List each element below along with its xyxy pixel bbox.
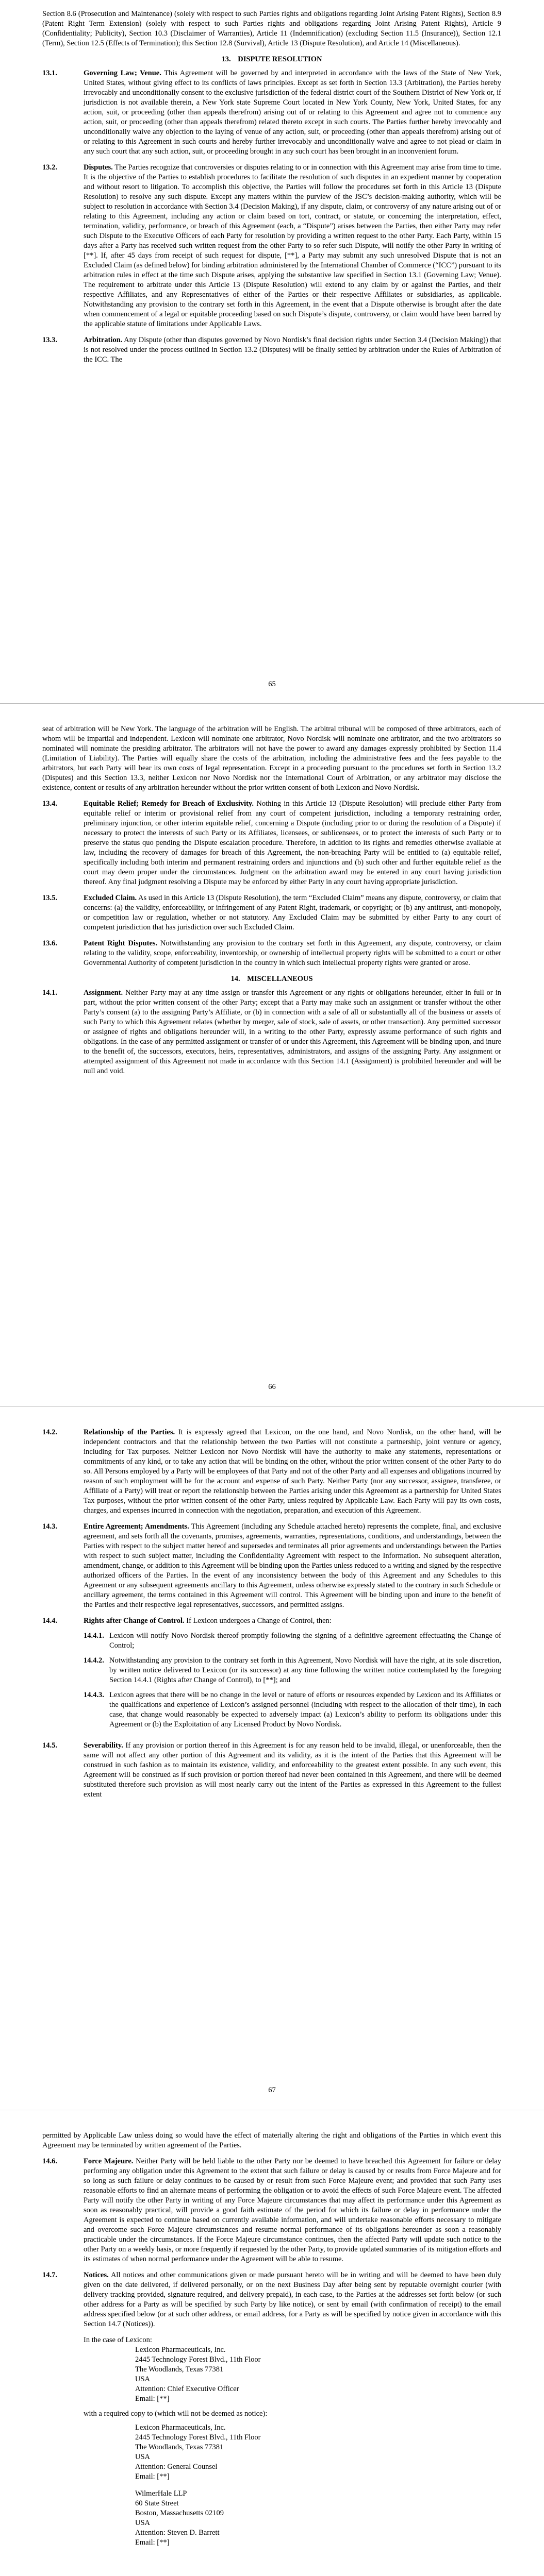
section-title: Rights after Change of Control.	[84, 1617, 185, 1625]
article-14-heading: 14. MISCELLANEOUS	[230, 975, 313, 983]
section-13-6: 13.6. Patent Right Disputes. Notwithstanding any provision to the contrary set forth in this Agreement, any dispute, controversy, or claim relating to the validity, scope, enforceability, inventorship, or ownership of intellectual property rights will be submitted to a court or other Governmental Authority of competent jurisdiction in the country in which such intellectual property rights were granted or arose.	[42, 939, 501, 967]
section-title: Equitable Relief; Remedy for Breach of Exclusivity.	[84, 800, 254, 808]
subsection-14-4-3: 14.4.3. Lexicon agrees that there will be no change in the level or nature of efforts or resources expended by Lexicon and its Affiliates or the qualifications and experience of Lexicon’s assigned personnel (including with respect to the allocation of their time), in each case, that change would reasonably be expected to adversely impact (a) Lexicon’s ability to perform its obligations under this Agreement or (b) the Exploitation of any Licensed Product by Novo Nordisk.	[84, 1691, 501, 1728]
section-title: Entire Agreement; Amendments.	[84, 1522, 189, 1531]
notice-copy: with a required copy to (which will not be deemed as notice): Lexicon Pharmaceuticals, Inc. 2445 Technology Forest Blvd., 11th Floor The Woodlands, Texas 77381 USA Attention: General Counsel Email: [**] WilmerHale LLP 60 State Street Boston, Massachusetts 02109 USA Attention: Steven D. Barrett Email: [**]	[84, 2409, 501, 2548]
section-14-1: 14.1. Assignment. Neither Party may at any time assign or transfer this Agreement or any rights or obligations hereunder, either in full or in part, without the prior written consent of the other Party; except that a Party may make such an assignment or transfer without the other Party’s consent (a) to the assigning Party’s Affiliate, or (b) in connection with a sale of all or substantially all of the business or assets of such Party to which this Agreement relates (whether by merger, sale of stock, sale of assets, or other transaction). Any permitted successor or assignee of rights and obligations hereunder will, in a writing to the other Party, expressly assume performance of such rights and obligations. In the case of any permitted assignment or transfer of or under this Agreement, this Agreement will be binding upon, and inure to the benefit of, the successors, executors, heirs, representatives, administrators, and assigns of the assigning Party. Any assignment or attempted assignment of this Agreement not made in accordance with this Section 14.1 (Assignment) is prohibited hereunder and will be null and void.	[42, 989, 501, 1075]
page-65	[0, 0, 544, 703]
continuation-paragraph: seat of arbitration will be New York. The language of the arbitration will be English. The arbitral tribunal will be composed of three arbitrators, each of whom will be impartial and independent. Lexicon will nominate one arbitrator, Novo Nordisk will nominate one arbitrator, and the two arbitrators so nominated will nominate the presiding arbitrator. The arbitrators will not have the power to award any damages expressly prohibited by Section 11.4 (Limitation of Liability). The Parties will equally share the costs of the arbitration, including the administrative fees and the fees payable to the arbitrators, but each Party will bear its own costs of legal representation. Except in a proceeding pursuant to the procedures set forth in Section 13.2 (Disputes) and this Section 13.3, neither Lexicon nor Novo Nordisk nor the International Court of Arbitration, or any arbitrator may disclose the existence, content or results of any arbitration hereunder without the prior written consent of both Lexicon and Novo Nordisk.	[42, 725, 501, 792]
subsection-14-4-2: 14.4.2. Notwithstanding any provision to the contrary set forth in this Agreement, Novo Nordisk will have the right, at its sole discretion, by written notice delivered to Lexicon (or its successor) at any time following the written notice contemplated by the foregoing Section 14.4.1 (Rights after Change of Control), to [**]; and	[84, 1656, 501, 1684]
section-title: Notices.	[84, 2271, 109, 2279]
section-14-7: 14.7. Notices. All notices and other communications given or made pursuant hereto will be in writing and will be deemed to have been duly given on the date delivered, if delivered personally, or on the next Business Day after being sent by reputable overnight courier (with delivery tracking provided, signature required, and delivery prepaid), in each case, to the Parties at the addresses set forth below (or such other address for a Party as will be specified by such Party by like notice), or sent by email (with confirmation of receipt) to the email address specified below (or at such other address, or email address, for a Party as will be specified by notice given in accordance with this Section 14.7 (Notices)).	[42, 2271, 501, 2328]
continuation-paragraph: Section 8.6 (Prosecution and Maintenance) (solely with respect to such Parties rights and obligations regarding Joint Arising Patent Rights), Section 8.9 (Patent Right Term Extension) (solely with respect to such Parties rights and obligations regarding Joint Arising Patent Rights), Article 9 (Confidentiality; Publicity), Section 10.3 (Disclaimer of Warranties), Article 11 (Indemnification) (excluding Section 11.5 (Insurance)), Section 12.1 (Term), Section 12.5 (Effects of Termination); this Section 12.8 (Survival), Article 13 (Dispute Resolution), and Article 14 (Miscellaneous).	[42, 10, 501, 47]
subsection-14-4-1: 14.4.1. Lexicon will notify Novo Nordisk thereof promptly following the signing of a definitive agreement effectuating the Change of Control;	[84, 1632, 501, 1650]
notice-lexicon: In the case of Lexicon: Lexicon Pharmaceuticals, Inc. 2445 Technology Forest Blvd., 11th Floor The Woodlands, Texas 77381 USA Attention: Chief Executive Officer Email: [**]	[84, 2335, 501, 2404]
section-title: Disputes.	[84, 163, 113, 172]
section-13-2: 13.2. Disputes. The Parties recognize that controversies or disputes relating to or in connection with this Agreement may arise from time to time. It is the objective of the Parties to establish procedures to facilitate the resolution of such disputes in an expedient manner by cooperation and without resort to litigation. To accomplish this objective, the Parties will follow the procedures set forth in this Article 13 (Dispute Resolution) to resolve any such dispute. Except any matters within the purview of the JSC’s decision-making authority, which will be subject to resolution in accordance with Section 3.4 (Decision Making), if any dispute, claim, or controversy of any nature arising out of or relating to this Agreement, including any action or claim based on tort, contract, or statute, or concerning the interpretation, effect, termination, validity, performance, or breach of this Agreement (each, a “Dispute”) arises between the Parties, then either Party may refer such Dispute to the Executive Officers of each Party for resolution by providing a written request to the other Party. Each Party, within 15 days after a Party has received such written request from the other Party to so refer such Dispute, will notify the other Party in writing of [**]. If, after 45 days from receipt of such request for dispute, [**], a Party may submit any such unresolved Dispute that is not an Excluded Claim (as defined below) for binding arbitration administered by the International Chamber of Commerce (“ICC”) pursuant to its arbitration rules in effect at the time such Dispute arises, applying the substantive law specified in Section 13.1 (Governing Law; Venue). The requirement to arbitrate under this Article 13 (Dispute Resolution) will extend to any claim by or against the Parties, and their respective Affiliates, and any Representatives of either of the Parties or their respective Affiliates or subsidiaries, as applicable. Notwithstanding any provision to the contrary set forth in this Agreement, in the event that a Dispute otherwise is brought after the date when commencement of a legal or equitable proceeding based on such Dispute’s dispute, controversy, or claim would have been barred by the applicable statute of limitations under Applicable Laws.	[42, 163, 501, 328]
section-13-4: 13.4. Equitable Relief; Remedy for Breach of Exclusivity. Nothing in this Article 13 (Dispute Resolution) will preclude either Party from equitable relief or interim or provisional relief from any court of competent jurisdiction, including a temporary restraining order, preliminary injunction, or other interim equitable relief, concerning a Dispute (including prior to or during the resolution of a Dispute) if necessary to protect the interests of such Party or its Affiliates, licensees, or sublicensees, or to protect the interests of such Party or to preserve the status quo pending the Dispute escalation procedure. Therefore, in addition to its rights and remedies otherwise available at law, including the recovery of damages for breach of this Agreement, the non-breaching Party will be entitled to (a) equitable relief, specifically including both interim and permanent restraining orders and injunctions and (b) such other and further equitable relief as the court may deem proper under the circumstances. Judgment on the arbitration award may be entered in any court having jurisdiction thereof. Any final judgment resolving a Dispute may be enforced by either Party in any court having appropriate jurisdiction.	[42, 800, 501, 886]
section-14-4: 14.4. Rights after Change of Control. If Lexicon undergoes a Change of Control, then: 14.4.1. Lexicon will notify Novo Nordisk thereof promptly following the signing of a definitive agreement effectuating the Change of Control; 14.4.2. Notwithstanding any provision to the contrary set forth in this Agreement, Novo Nordisk will have the right, at its sole discretion, by written notice delivered to Lexicon (or its successor) at any time following the written notice contemplated by the foregoing Section 14.4.1 (Rights after Change of Control), to [**]; and 14.4.3. Lexicon agrees that there will be no change in the level or nature of efforts or resources expended by Lexicon and its Affiliates or the qualifications and experience of Lexicon’s assigned personnel (including with respect to the allocation of their time), in each case, that change would reasonably be expected to adversely impact (a) Lexicon’s ability to perform its obligations under this Agreement or (b) the Exploitation of any Licensed Product by Novo Nordisk.	[42, 1617, 501, 1728]
article-13-heading: 13. DISPUTE RESOLUTION	[221, 55, 322, 63]
page-number: 65	[268, 680, 276, 688]
lexicon-address: Lexicon Pharmaceuticals, Inc. 2445 Technology Forest Blvd., 11th Floor The Woodlands, Texas 77381 USA Attention: Chief Executive Officer Email: [**]	[135, 2346, 261, 2403]
page-66	[0, 704, 544, 1406]
section-14-3: 14.3. Entire Agreement; Amendments. This Agreement (including any Schedule attached hereto) represents the complete, final, and exclusive agreement, and sets forth all the covenants, promises, agreements, warranties, representations, conditions, and understandings, between the Parties with respect to the subject matter hereof and supersedes and terminates all prior agreements and understandings between the Parties with respect to such subject matter, including the Confidentiality Agreement with respect to the Information. No subsequent alteration, amendment, change, or addition to this Agreement will be binding upon the Parties unless reduced to a writing and signed by the respective authorized officers of the Parties. In the event of any inconsistency between the body of this Agreement and any Schedules to this Agreement or any subsequent agreements ancillary to this Agreement, unless otherwise expressly stated to the contrary in such Schedule or ancillary agreement, the terms contained in this Agreement will control. This Agreement will be binding upon and inure to the benefit of the Parties and their respective legal representatives, successors, and permitted assigns.	[42, 1522, 501, 1609]
section-13-5: 13.5. Excluded Claim. As used in this Article 13 (Dispute Resolution), the term “Excluded Claim” means any dispute, controversy, or claim that concerns: (a) the validity, enforceability, or infringement of any Patent Right, trademark, or copyright; or (b) any antitrust, anti-monopoly, or competition law or regulation, whether or not statutory. Any Excluded Claim may be submitted by either Party to any court of competent jurisdiction that has jurisdiction over such Excluded Claim.	[42, 894, 501, 931]
section-title: Governing Law; Venue.	[84, 69, 161, 77]
section-14-6: 14.6. Force Majeure. Neither Party will be held liable to the other Party nor be deemed to have breached this Agreement for failure or delay performing any obligation under this Agreement to the extent that such failure or delay is caused by or results from Force Majeure and for so long as such failure or delay continues to be caused by or result from such Force Majeure event; and provided that such Party uses reasonable efforts to find an alternate means of performing the obligation or to avoid the effects of such Force Majeure event. The affected Party will notify the other Party in writing of any Force Majeure circumstances that may affect its performance under this Agreement as soon as reasonably practical, will provide a good faith estimate of the period for which its failure or delay in performance under the Agreement is expected to continue based on currently available information, and will undertake reasonable efforts necessary to mitigate and overcome such Force Majeure circumstances and resume normal performance of its obligations hereunder as soon a reasonably practicable under the circumstances. If the Force Majeure circumstance continues, then the affected Party will update such notice to the other Party on a weekly basis, or more frequently if requested by the other Party, to provide updated summaries of its mitigation efforts and its estimates of when normal performance under the Agreement will be able to resume.	[42, 2157, 501, 2263]
copy-address-wilmerhale: WilmerHale LLP 60 State Street Boston, Massachusetts 02109 USA Attention: Steven D. Barrett Email: [**]	[135, 2489, 224, 2547]
section-title: Arbitration.	[84, 336, 123, 344]
section-title: Assignment.	[84, 989, 123, 997]
page-number: 66	[268, 1383, 276, 1391]
section-title: Relationship of the Parties.	[84, 1428, 175, 1436]
continuation-paragraph: permitted by Applicable Law unless doing so would have the effect of materially altering the right and obligations of the Parties in which event this Agreement may be terminated by written agreement of the Parties.	[42, 2131, 501, 2149]
section-title: Excluded Claim.	[84, 894, 137, 902]
page-number: 67	[268, 2086, 276, 2094]
section-13-3: 13.3. Arbitration. Any Dispute (other than disputes governed by Novo Nordisk’s final decision rights under Section 3.4 (Decision Making)) that is not resolved under the process outlined in Section 13.2 (Disputes) will be finally settled by arbitration under the Rules of Arbitration of the ICC. The	[42, 336, 501, 364]
copy-address-lexicon-counsel: Lexicon Pharmaceuticals, Inc. 2445 Technology Forest Blvd., 11th Floor The Woodlands, Texas 77381 USA Attention: General Counsel Email: [**]	[135, 2424, 261, 2481]
section-title: Force Majeure.	[84, 2157, 134, 2165]
section-13-1: 13.1. Governing Law; Venue. This Agreement will be governed by and interpreted in accordance with the laws of the State of New York, United States, without giving effect to its conflicts of laws principles. Except as set forth in Section 13.3 (Arbitration), the Parties hereby irrevocably and unconditionally consent to the exclusive jurisdiction of the federal district court of the Southern District of New York or, if jurisdiction is not available therein, a New York state Supreme Court located in New York County, New York, United States, for any action, suit, or proceeding (other than appeals therefrom) arising out of or relating to this Agreement and agree not to commence any action, suit, or proceeding (other than appeals therefrom) related thereto except in such courts. The Parties further hereby irrevocably and unconditionally waive any objection to the laying of venue of any action, suit, or proceeding (other than appeals therefrom) arising out of or relating to this Agreement in such courts and hereby further irrevocably and unconditionally waive and agree to not plead or claim in any such court that any such action, suit, or proceeding brought in any such court has been brought in an inconvenient forum.	[42, 69, 501, 156]
section-14-5: 14.5. Severability. If any provision or portion thereof in this Agreement is for any reason held to be invalid, illegal, or unenforceable, then the same will not affect any other portion of this Agreement and its validity, as it is the intent of the Parties that this Agreement will be construed in such fashion as to maintain its existence, validity, and enforceability to the greatest extent possible. In any such event, this Agreement will be construed as if such provision or portion thereof had never been contained in this Agreement, and there will be deemed substituted therefore such provision as will most nearly carry out the intent of the Parties as expressed in this Agreement to the fullest extent	[42, 1741, 501, 1799]
page-68	[0, 2110, 544, 2576]
section-14-2: 14.2. Relationship of the Parties. It is expressly agreed that Lexicon, on the one hand, and Novo Nordisk, on the other hand, will be independent contractors and that the relationship between the two Parties will not constitute a partnership, joint venture or agency, including for Tax purposes. Neither Lexicon nor Novo Nordisk will have the authority to make any statements, representations or commitments of any kind, or to take any action that will be binding on the other, without the prior written consent of the other Party to do so. All Persons employed by a Party will be employees of that Party and not of the other Party and all expenses and obligations incurred by reason of such employment will be for the account and expense of such Party. Neither Party (nor any successor, assignee, transferee, or Affiliate of a Party) will treat or report the relationship between the Parties arising under this Agreement as a partnership for United States Tax purposes, without the prior written consent of the other Party, unless required by Applicable Law. Each Party will pay its own costs, charges, and expenses incurred in connection with the negotiation, preparation, and execution of this Agreement.	[42, 1428, 501, 1515]
section-title: Patent Right Disputes.	[84, 939, 158, 947]
page-67	[0, 1407, 544, 2110]
section-title: Severability.	[84, 1741, 123, 1750]
